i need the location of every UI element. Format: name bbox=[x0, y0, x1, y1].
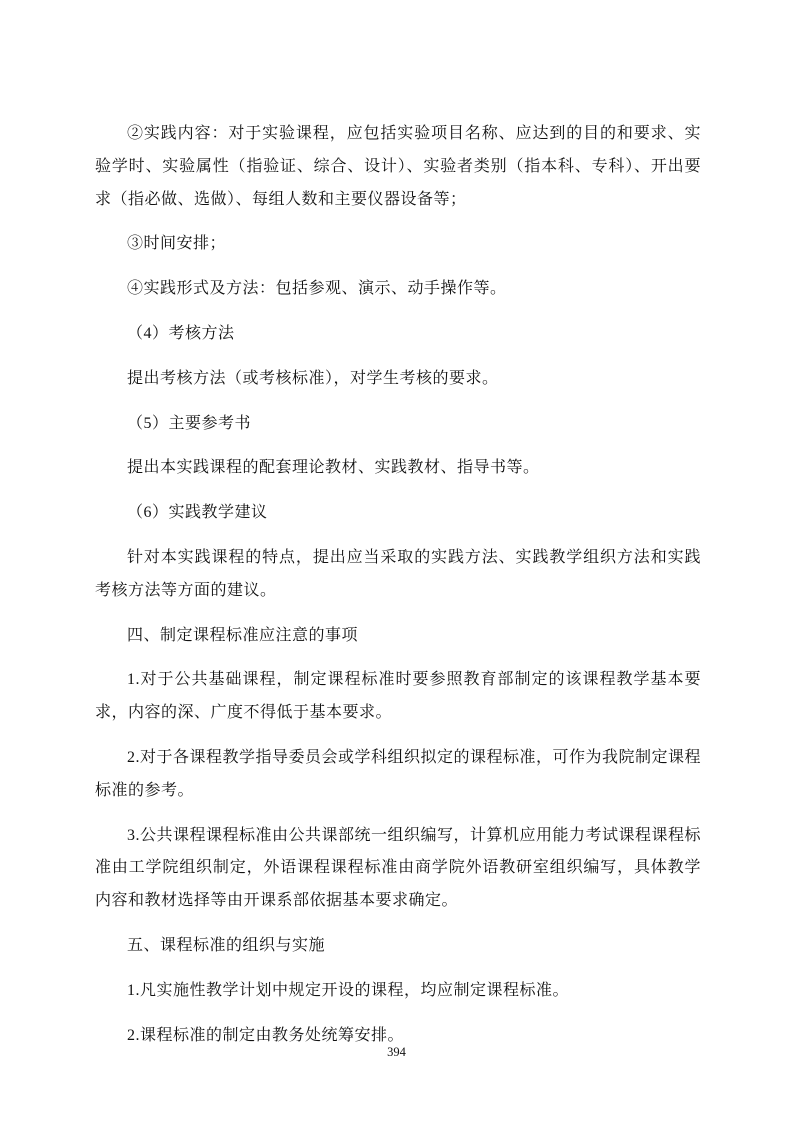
paragraph: 针对本实践课程的特点，提出应当采取的实践方法、实践教学组织方法和实践考核方法等方面的建议。 bbox=[95, 548, 701, 599]
section-heading: 五、课程标准的组织与实施 bbox=[127, 936, 326, 954]
paragraph: （4）考核方法 bbox=[127, 324, 235, 342]
paragraph: ③时间安排； bbox=[127, 235, 227, 253]
page-number: 394 bbox=[387, 1045, 406, 1059]
paragraph: ④实践形式及方法：包括参观、演示、动手操作等。 bbox=[127, 280, 507, 298]
paragraph: 提出考核方法（或考核标准），对学生考核的要求。 bbox=[127, 369, 499, 387]
paragraph: 1.凡实施性教学计划中规定开设的课程，均应制定课程标准。 bbox=[127, 981, 570, 999]
paragraph: ②实践内容：对于实验课程，应包括实验项目名称、应达到的目的和要求、实验学时、实验属性（指验证、综合、设计）、实验者类别（指本科、专科）、开出要求（指必做、选做）、每组人数和主要仪器设备等； bbox=[95, 125, 701, 208]
paragraph: （5）主要参考书 bbox=[127, 414, 252, 432]
paragraph: （6）实践教学建议 bbox=[127, 504, 268, 522]
paragraph: 2.课程标准的制定由教务处统筹安排。 bbox=[127, 1026, 405, 1044]
document-body bbox=[95, 118, 701, 1064]
paragraph: 3.公共课程课程标准由公共课部统一组织编写，计算机应用能力考试课程课程标准由工学院组织制定，外语课程课程标准由商学院外语教研室组织编写，具体教学内容和教材选择等由开课系部依据基本要求确定。 bbox=[95, 826, 702, 910]
paragraph: 1.对于公共基础课程，制定课程标准时要参照教育部制定的该课程教学基本要求，内容的深、广度不得低于基本要求。 bbox=[95, 671, 701, 722]
paragraph: 2.对于各课程教学指导委员会或学科组织拟定的课程标准，可作为我院制定课程标准的参考。 bbox=[95, 748, 702, 799]
paragraph: 提出本实践课程的配套理论教材、实践教材、指导书等。 bbox=[127, 459, 540, 477]
section-heading: 四、制定课程标准应注意的事项 bbox=[127, 626, 359, 644]
